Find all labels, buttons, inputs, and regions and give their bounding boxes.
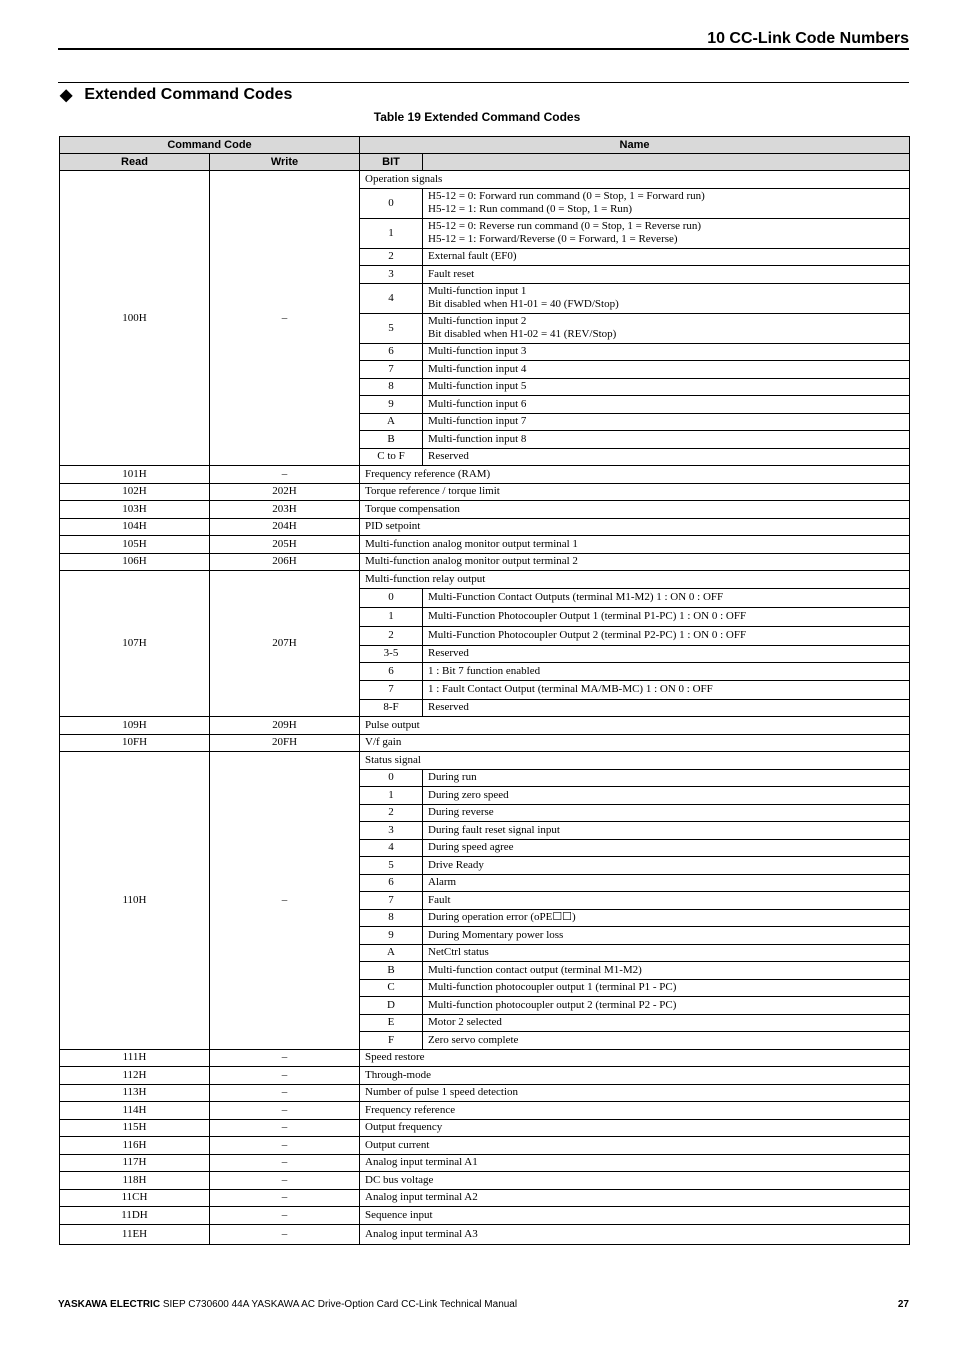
bit-value: 0 [360,188,423,218]
bit-description [423,378,910,396]
read-code: 105H [60,536,210,554]
bit-value: 3-5 [360,645,423,663]
bit-value: 7 [360,680,423,699]
group-title: Operation signals [360,171,910,189]
bit-value: 1 [360,607,423,626]
write-code: – [210,1224,360,1244]
table-row [60,171,910,189]
code-name: Number of pulse 1 speed detection [360,1084,910,1102]
bit-value: 4 [360,283,423,313]
description-line: Reserved [428,647,469,660]
bit-description [423,1032,910,1050]
bit-value: 3 [360,822,423,840]
group-title: Status signal [360,752,910,770]
bit-description [423,448,910,466]
table-row [60,518,910,536]
bit-description [423,804,910,822]
read-code: 113H [60,1084,210,1102]
description-line: During fault reset signal input [428,823,560,836]
read-code: 10FH [60,734,210,752]
description-line: Reserved [428,450,469,463]
table-row [60,1102,910,1120]
code-name: DC bus voltage [360,1172,910,1190]
bit-value: 3 [360,266,423,284]
description-line: External fault (EF0) [428,250,517,263]
code-name: Through-mode [360,1067,910,1085]
code-name: Torque reference / torque limit [360,483,910,501]
bit-value: F [360,1032,423,1050]
bit-value: 8 [360,909,423,927]
description-line: Multi-function photocoupler output 1 (terminal P1 - PC) [428,981,677,994]
bit-value: 1 [360,218,423,248]
description-line: Multi-function input 4 [428,362,527,375]
bit-description [423,909,910,927]
diamond-icon: ◆ [60,87,73,104]
description-line: During run [428,771,477,784]
description-line: Multi-function input 7 [428,415,527,428]
read-code: 112H [60,1067,210,1085]
bit-value: 8 [360,378,423,396]
bit-value: 2 [360,804,423,822]
read-code: 114H [60,1102,210,1120]
bit-description [423,188,910,218]
description-line: During reverse [428,806,494,819]
bit-description [423,680,910,699]
description-line: Alarm [428,876,457,889]
bit-value: 4 [360,839,423,857]
description-line: Reserved [428,701,469,714]
write-code: 203H [210,501,360,519]
table-row [60,717,910,735]
write-code: – [210,466,360,484]
bit-description [423,431,910,449]
write-code: 209H [210,717,360,735]
write-code: – [210,1084,360,1102]
read-code: 101H [60,466,210,484]
read-code: 106H [60,553,210,571]
chapter-title: 10 CC-Link Code Numbers [707,30,909,47]
bit-value: C [360,979,423,997]
code-name: Output current [360,1137,910,1155]
read-code: 118H [60,1172,210,1190]
table-row [60,1224,910,1244]
bit-description [423,839,910,857]
bit-value: C to F [360,448,423,466]
page-number: 27 [897,1299,909,1310]
bit-description [423,997,910,1015]
bit-description [423,962,910,980]
table-body [60,171,910,1245]
read-code: 11DH [60,1207,210,1225]
bit-value: 0 [360,588,423,607]
write-code: – [210,1154,360,1172]
table-row [60,553,910,571]
description-line: Bit disabled when H1-01 = 40 (FWD/Stop) [428,298,619,310]
bit-description [423,396,910,414]
bit-value: 6 [360,874,423,892]
read-code: 104H [60,518,210,536]
code-name: Sequence input [360,1207,910,1225]
write-code: – [210,1172,360,1190]
code-name: Analog input terminal A1 [360,1154,910,1172]
bit-description [423,787,910,805]
read-code: 107H [60,571,210,717]
section-heading [60,85,292,105]
section-title: Extended Command Codes [84,86,293,103]
write-code: 206H [210,553,360,571]
write-code: – [210,171,360,466]
table-row [60,1207,910,1225]
bit-description [423,663,910,681]
bit-description [423,343,910,361]
bit-description [423,822,910,840]
bit-value: 5 [360,857,423,875]
bit-value: 6 [360,663,423,681]
read-code: 103H [60,501,210,519]
extended-command-codes-table [59,136,910,1245]
description-line: Multi-function photocoupler output 2 (terminal P2 - PC) [428,998,677,1011]
bit-description [423,874,910,892]
bit-description [423,361,910,379]
footer-text: SIEP C730600 44A YASKAWA AC Drive-Option Card CC-Link Technical Manual [160,1299,518,1310]
bit-value: A [360,944,423,962]
table-row [60,536,910,554]
section-rule [58,82,909,83]
bit-description [423,927,910,945]
table-row [60,752,910,770]
write-code: – [210,1137,360,1155]
write-code: 202H [210,483,360,501]
description-line: H5-12 = 0: Forward run command (0 = Stop, 1 = Forward run) [428,190,705,202]
bit-description [423,283,910,313]
bit-description [423,588,910,607]
bit-description [423,218,910,248]
bit-description [423,413,910,431]
table-row [60,1119,910,1137]
code-name: Output frequency [360,1119,910,1137]
table-row [60,501,910,519]
description-line: Bit disabled when H1-02 = 41 (REV/Stop) [428,328,617,340]
bit-value: 7 [360,892,423,910]
write-code: – [210,752,360,1050]
bit-description [423,857,910,875]
table-row [60,1084,910,1102]
bit-description [423,1014,910,1032]
table-row [60,1049,910,1067]
write-code: – [210,1119,360,1137]
read-code: 116H [60,1137,210,1155]
bit-value: 2 [360,248,423,266]
bit-value: 5 [360,313,423,343]
bit-value: B [360,431,423,449]
description-line: NetCtrl status [428,946,489,959]
header-write: Write [210,154,360,171]
bit-value: 6 [360,343,423,361]
bit-value: B [360,962,423,980]
write-code: 205H [210,536,360,554]
header-command-code: Command Code [60,137,360,154]
bit-description [423,944,910,962]
description-line: Multi-function input 2 [428,315,527,327]
description-line: H5-12 = 1: Run command (0 = Stop, 1 = Run) [428,203,633,215]
code-name: PID setpoint [360,518,910,536]
description-line: Fault [428,893,451,906]
read-code: 117H [60,1154,210,1172]
description-line: Motor 2 selected [428,1016,502,1029]
read-code: 115H [60,1119,210,1137]
group-title: Multi-function relay output [360,571,910,589]
table-row [60,1172,910,1190]
bit-description [423,248,910,266]
header-rule [58,48,909,50]
footer [58,1299,517,1310]
table-row [60,571,910,589]
description-line: Multi-Function Contact Outputs (terminal M1-M2) 1 : ON 0 : OFF [428,591,724,603]
code-name: Frequency reference (RAM) [360,466,910,484]
bit-description [423,645,910,663]
table-row [60,1154,910,1172]
bit-value: 7 [360,361,423,379]
description-line: During speed agree [428,841,514,854]
table-row [60,1137,910,1155]
bit-value: 8-F [360,699,423,717]
description-line: Multi-function contact output (terminal M1-M2) [428,963,642,976]
description-line: Fault reset [428,267,475,280]
code-name: Analog input terminal A2 [360,1189,910,1207]
table-row [60,466,910,484]
code-name: Torque compensation [360,501,910,519]
bit-description [423,626,910,645]
description-line: Multi-Function Photocoupler Output 1 (terminal P1-PC) 1 : ON 0 : OFF [428,610,747,622]
bit-value: 1 [360,787,423,805]
table-row [60,483,910,501]
description-line: Multi-function input 3 [428,345,527,358]
description-line: Multi-function input 8 [428,432,527,445]
code-name: Analog input terminal A3 [360,1224,910,1244]
table-caption: Table 19 Extended Command Codes [373,110,581,124]
description-line: Multi-function input 1 [428,285,527,297]
read-code: 11EH [60,1224,210,1244]
read-code: 110H [60,752,210,1050]
bit-description [423,892,910,910]
bit-value: D [360,997,423,1015]
table-row [60,1067,910,1085]
bit-description [423,699,910,717]
code-name: Frequency reference [360,1102,910,1120]
bit-value: E [360,1014,423,1032]
description-line: During operation error (oPE☐☐) [428,911,576,924]
description-line: Zero servo complete [428,1033,519,1046]
table-row [60,1189,910,1207]
description-line: During zero speed [428,788,509,801]
header-blank [423,154,910,171]
description-line: 1 : Fault Contact Output (terminal MA/MB-MC) 1 : ON 0 : OFF [428,683,713,695]
code-name: Pulse output [360,717,910,735]
code-name: Speed restore [360,1049,910,1067]
read-code: 102H [60,483,210,501]
write-code: – [210,1207,360,1225]
header-name: Name [360,137,910,154]
bit-value: 9 [360,396,423,414]
write-code: 204H [210,518,360,536]
bit-description [423,607,910,626]
description-line: H5-12 = 0: Reverse run command (0 = Stop, 1 = Reverse run) [428,220,702,232]
code-name: Multi-function analog monitor output terminal 2 [360,553,910,571]
bit-description [423,979,910,997]
write-code: – [210,1067,360,1085]
description-line: Multi-Function Photocoupler Output 2 (terminal P2-PC) 1 : ON 0 : OFF [428,629,747,641]
description-line: During Momentary power loss [428,928,564,941]
write-code: 20FH [210,734,360,752]
description-line: Drive Ready [428,858,484,871]
bit-description [423,313,910,343]
read-code: 109H [60,717,210,735]
code-name: V/f gain [360,734,910,752]
read-code: 111H [60,1049,210,1067]
header-bit: BIT [360,154,423,171]
read-code: 11CH [60,1189,210,1207]
bit-description [423,266,910,284]
write-code: – [210,1102,360,1120]
footer-brand: YASKAWA ELECTRIC [58,1299,161,1310]
description-line: H5-12 = 1: Forward/Reverse (0 = Forward, 1 = Reverse) [428,233,678,245]
write-code: – [210,1049,360,1067]
read-code: 100H [60,171,210,466]
table-row [60,734,910,752]
header-read: Read [60,154,210,171]
bit-description [423,769,910,787]
write-code: 207H [210,571,360,717]
description-line: Multi-function input 6 [428,397,527,410]
description-line: 1 : Bit 7 function enabled [428,664,541,677]
code-name: Multi-function analog monitor output terminal 1 [360,536,910,554]
bit-value: A [360,413,423,431]
write-code: – [210,1189,360,1207]
bit-value: 9 [360,927,423,945]
bit-value: 2 [360,626,423,645]
description-line: Multi-function input 5 [428,380,527,393]
bit-value: 0 [360,769,423,787]
